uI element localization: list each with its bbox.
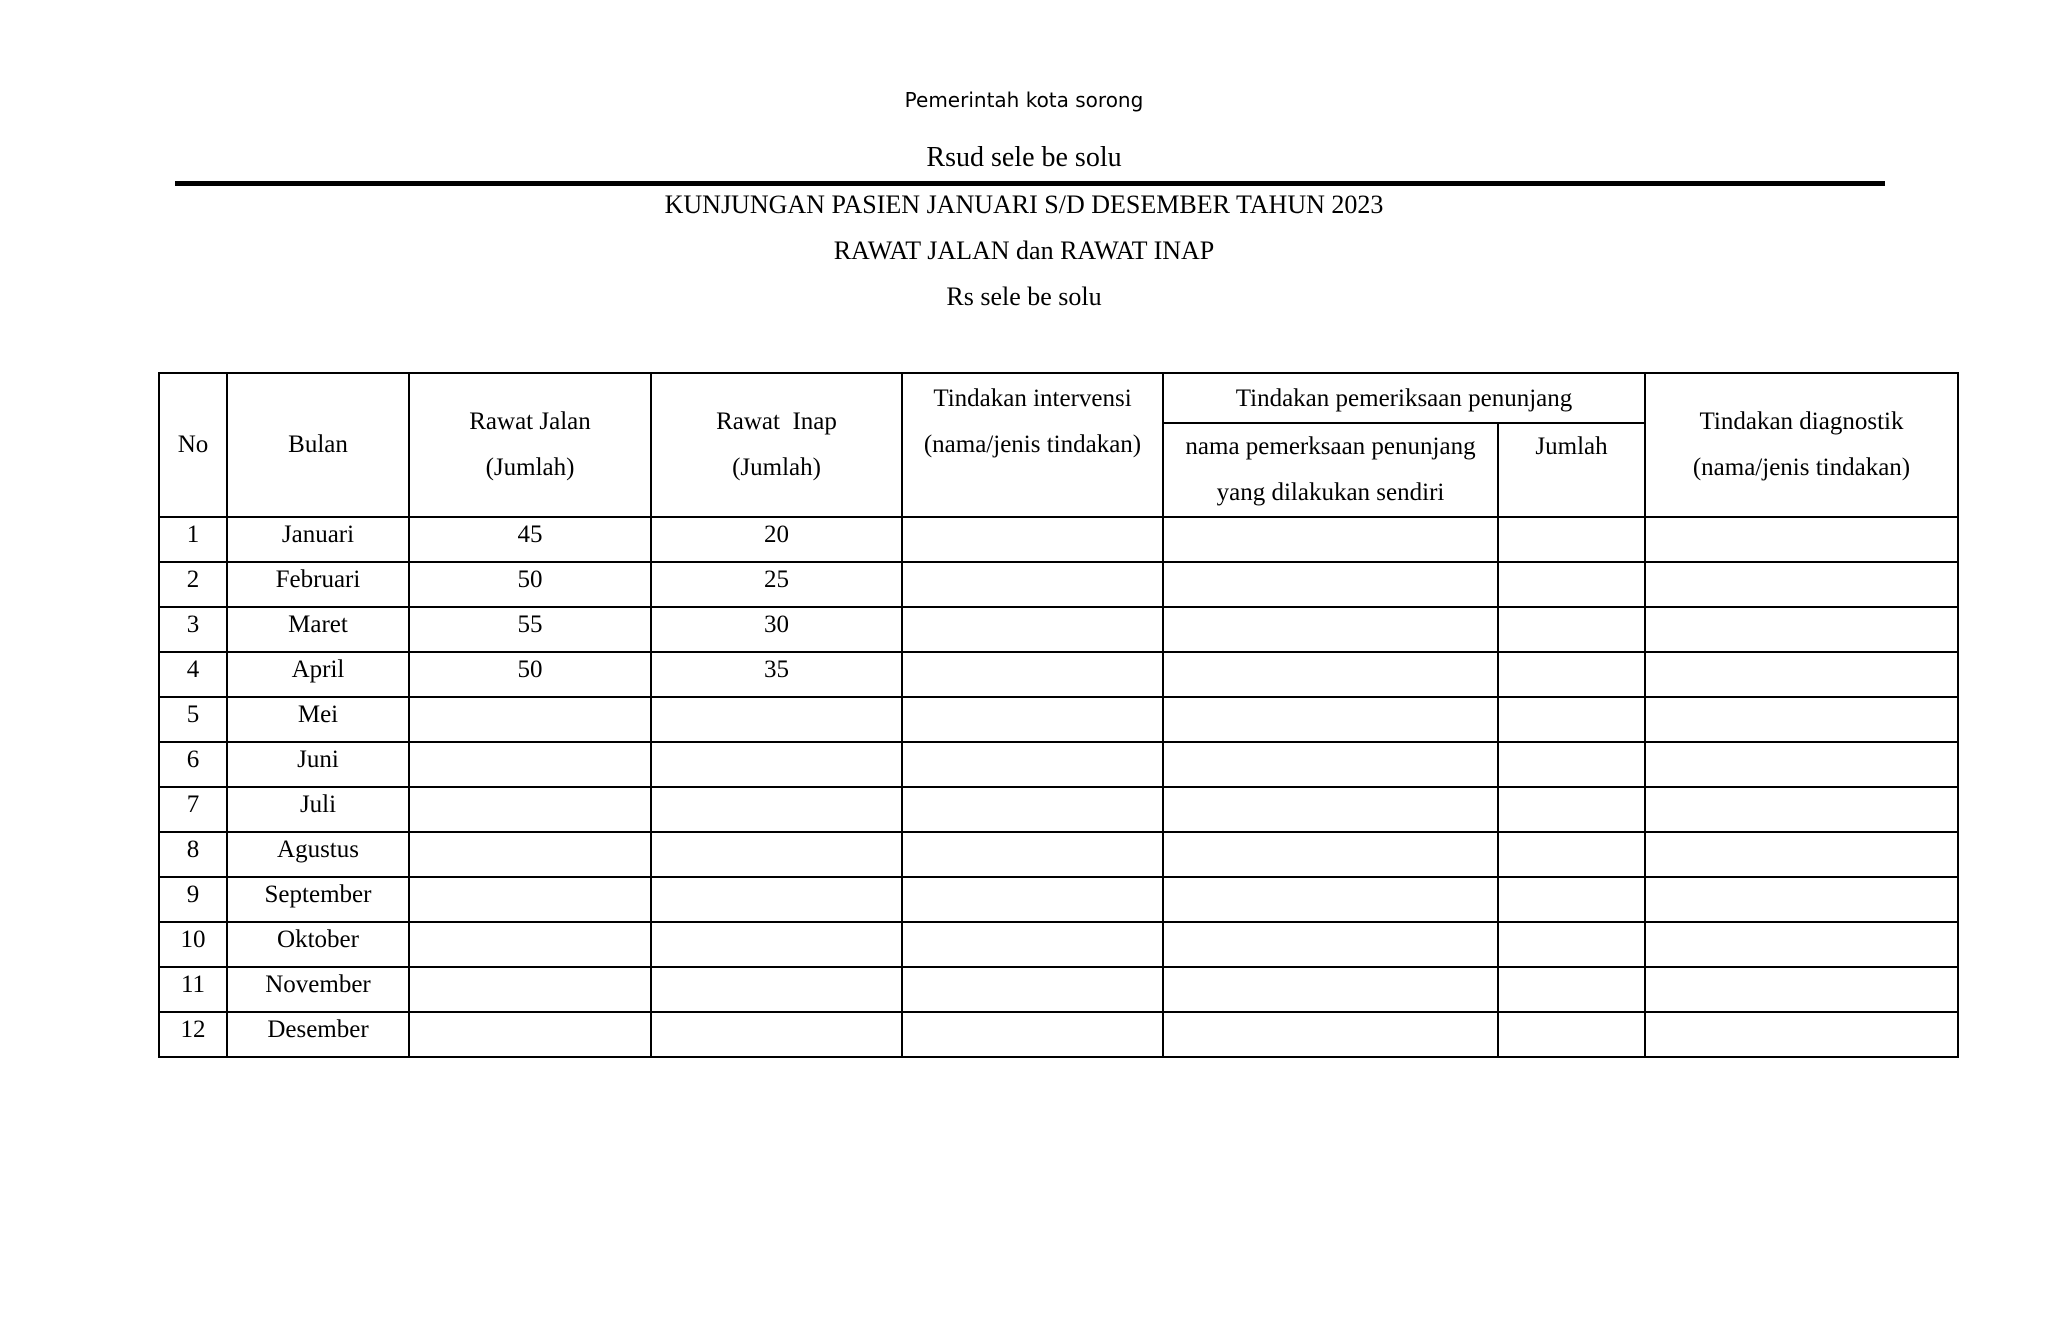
cell-bulan: Mei [227,697,409,742]
cell-penunjang-jumlah [1498,922,1645,967]
table-row [159,697,1958,742]
cell-intervensi [902,877,1163,922]
cell-rawat-jalan: 45 [409,517,651,562]
cell-bulan: Juli [227,787,409,832]
cell-no: 10 [159,922,227,967]
cell-rawat-jalan [409,697,651,742]
cell-rawat-inap [651,967,902,1012]
cell-rawat-jalan: 50 [409,652,651,697]
cell-rawat-inap: 25 [651,562,902,607]
header-penunjang: Tindakan pemeriksaan penunjang [1163,373,1645,423]
cell-penunjang-nama [1163,877,1498,922]
cell-rawat-jalan [409,922,651,967]
visit-table [158,372,1959,1058]
table-row [159,652,1958,697]
cell-bulan: April [227,652,409,697]
cell-rawat-jalan: 50 [409,562,651,607]
cell-penunjang-nama [1163,1012,1498,1057]
cell-diagnostik [1645,652,1958,697]
cell-rawat-jalan [409,832,651,877]
header-penunjang-nama-line1: nama pemerksaan penunjang [1185,433,1476,460]
cell-bulan: Desember [227,1012,409,1057]
cell-penunjang-nama [1163,607,1498,652]
cell-penunjang-nama [1163,742,1498,787]
cell-bulan: September [227,877,409,922]
cell-penunjang-jumlah [1498,607,1645,652]
cell-penunjang-nama [1163,652,1498,697]
cell-penunjang-jumlah [1498,967,1645,1012]
header-divider [175,181,1885,186]
cell-rawat-inap [651,742,902,787]
cell-diagnostik [1645,562,1958,607]
header-rawat-jalan-label: Rawat Jalan [469,408,591,435]
cell-penunjang-nama [1163,562,1498,607]
report-facility: Rs sele be solu [946,282,1102,311]
cell-no: 1 [159,517,227,562]
cell-penunjang-jumlah [1498,877,1645,922]
cell-rawat-inap: 20 [651,517,902,562]
table-row [159,877,1958,922]
cell-diagnostik [1645,967,1958,1012]
cell-penunjang-nama [1163,517,1498,562]
cell-intervensi [902,832,1163,877]
cell-rawat-jalan [409,967,651,1012]
table-row [159,562,1958,607]
cell-no: 5 [159,697,227,742]
cell-diagnostik [1645,517,1958,562]
cell-penunjang-nama [1163,697,1498,742]
cell-intervensi [902,967,1163,1012]
cell-intervensi [902,652,1163,697]
cell-penunjang-jumlah [1498,697,1645,742]
cell-rawat-inap [651,832,902,877]
cell-bulan: Agustus [227,832,409,877]
cell-intervensi [902,787,1163,832]
header-bulan: Bulan [227,373,409,517]
cell-diagnostik [1645,922,1958,967]
cell-rawat-inap [651,787,902,832]
cell-diagnostik [1645,877,1958,922]
cell-penunjang-jumlah [1498,787,1645,832]
table-row [159,517,1958,562]
cell-bulan: Februari [227,562,409,607]
cell-rawat-inap [651,877,902,922]
cell-no: 12 [159,1012,227,1057]
table-row [159,607,1958,652]
header-intervensi-label: Tindakan intervensi [933,385,1132,412]
cell-penunjang-nama [1163,832,1498,877]
hospital-name: Rsud sele be solu [926,142,1122,173]
cell-penunjang-nama [1163,787,1498,832]
cell-no: 2 [159,562,227,607]
cell-rawat-jalan [409,1012,651,1057]
cell-bulan: Maret [227,607,409,652]
table-header [159,373,1958,517]
header-diagnostik-sub: (nama/jenis tindakan) [1692,454,1911,481]
cell-penunjang-jumlah [1498,1012,1645,1057]
cell-rawat-inap: 35 [651,652,902,697]
cell-penunjang-jumlah [1498,562,1645,607]
cell-rawat-inap [651,697,902,742]
cell-bulan: Oktober [227,922,409,967]
header-rawat-inap-label: Rawat Inap [716,408,837,435]
cell-no: 9 [159,877,227,922]
cell-intervensi [902,517,1163,562]
cell-penunjang-jumlah [1498,652,1645,697]
header-penunjang-jumlah: Jumlah [1498,423,1645,517]
table-row [159,832,1958,877]
cell-bulan: Juni [227,742,409,787]
header-rawat-jalan [409,373,651,517]
cell-intervensi [902,697,1163,742]
header-diagnostik-label: Tindakan diagnostik [1699,408,1904,435]
cell-diagnostik [1645,742,1958,787]
cell-rawat-jalan [409,742,651,787]
cell-rawat-inap: 30 [651,607,902,652]
cell-rawat-jalan [409,787,651,832]
government-name: Pemerintah kota sorong [904,88,1144,112]
header-penunjang-nama [1163,423,1498,517]
table-row [159,787,1958,832]
cell-diagnostik [1645,832,1958,877]
table-body [159,517,1958,1057]
cell-bulan: November [227,967,409,1012]
report-subtitle: RAWAT JALAN dan RAWAT INAP [833,236,1215,265]
header-penunjang-nama-line2: yang dilakukan sendiri [1216,479,1445,506]
cell-no: 4 [159,652,227,697]
cell-diagnostik [1645,787,1958,832]
cell-rawat-inap [651,1012,902,1057]
cell-diagnostik [1645,697,1958,742]
cell-penunjang-jumlah [1498,517,1645,562]
cell-no: 8 [159,832,227,877]
cell-rawat-inap [651,922,902,967]
header-rawat-jalan-unit: (Jumlah) [485,454,575,481]
cell-intervensi [902,1012,1163,1057]
header-diagnostik [1645,373,1958,517]
cell-no: 3 [159,607,227,652]
header-no: No [159,373,227,517]
header-intervensi [902,373,1163,517]
cell-no: 6 [159,742,227,787]
table-row [159,1012,1958,1057]
header-rawat-inap-unit: (Jumlah) [732,454,821,481]
cell-no: 11 [159,967,227,1012]
cell-no: 7 [159,787,227,832]
cell-intervensi [902,742,1163,787]
cell-bulan: Januari [227,517,409,562]
report-title: KUNJUNGAN PASIEN JANUARI S/D DESEMBER TAHUN 2023 [664,190,1384,219]
table-row [159,742,1958,787]
cell-penunjang-jumlah [1498,742,1645,787]
header-intervensi-sub: (nama/jenis tindakan) [923,431,1142,458]
cell-penunjang-nama [1163,967,1498,1012]
cell-intervensi [902,607,1163,652]
cell-diagnostik [1645,1012,1958,1057]
table-row [159,967,1958,1012]
cell-intervensi [902,562,1163,607]
header-rawat-inap [651,373,902,517]
cell-rawat-jalan [409,877,651,922]
table-row [159,922,1958,967]
cell-diagnostik [1645,607,1958,652]
cell-rawat-jalan: 55 [409,607,651,652]
cell-intervensi [902,922,1163,967]
cell-penunjang-nama [1163,922,1498,967]
cell-penunjang-jumlah [1498,832,1645,877]
